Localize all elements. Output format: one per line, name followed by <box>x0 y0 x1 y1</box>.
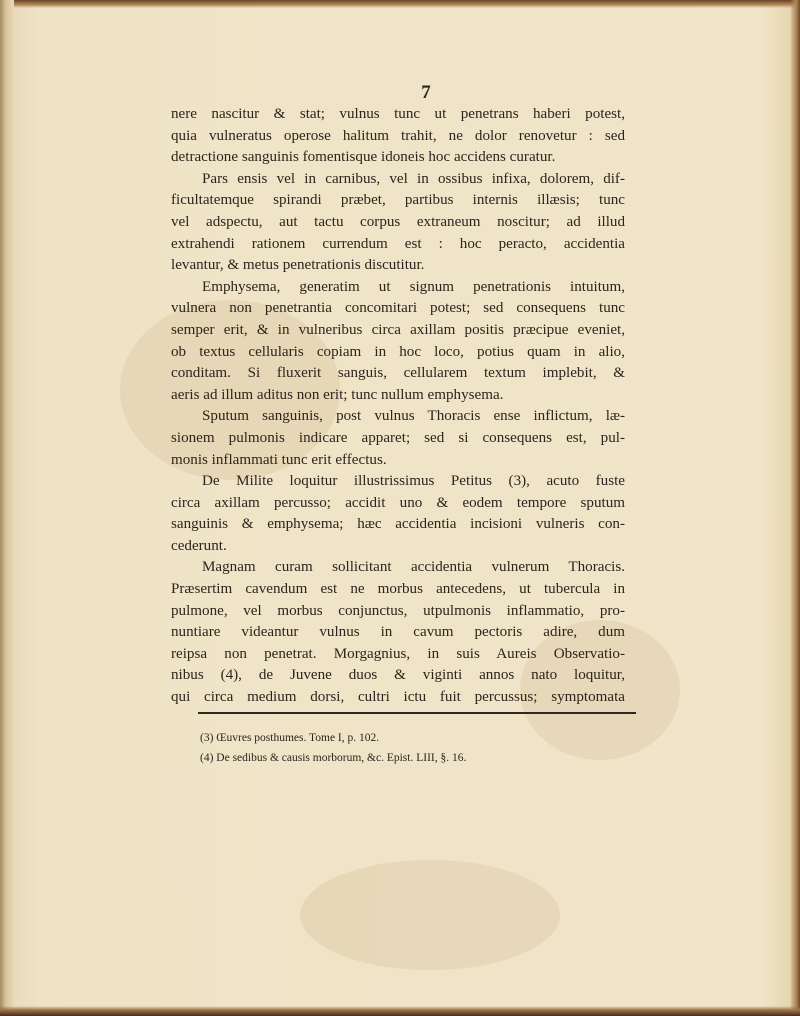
text-line: sanguinis & emphysema; hæc accidentia incisioni vulneris con- <box>171 516 625 533</box>
text-line: detractione sanguinis fomentisque idoneis hoc accidens curatur. <box>171 149 556 166</box>
text-line: De Milite loquitur illustrissimus Petitus (3), acuto fuste <box>202 473 625 490</box>
text-line: vel adspectu, aut tactu corpus extraneum noscitur; ad illud <box>171 213 625 230</box>
text-line: nibus (4), de Juvene duos & viginti annos nato loquitur, <box>171 667 625 684</box>
text-line: sionem pulmonis indicare apparet; sed si consequens est, pul- <box>171 429 625 446</box>
text-line: reipsa non penetrat. Morgagnius, in suis Aureis Observatio- <box>171 645 625 662</box>
page-gutter <box>0 0 14 1016</box>
text-line: levantur, & metus penetrationis discutitur. <box>171 257 425 274</box>
paper-stain <box>300 860 560 970</box>
text-line: Sputum sanguinis, post vulnus Thoracis ense inflictum, læ- <box>202 408 625 425</box>
footnote: (4) De sedibus & causis morborum, &c. Epist. LIII, §. 16. <box>200 752 467 764</box>
body-text <box>171 104 625 709</box>
text-line: semper erit, & in vulneribus circa axillam positis præcipue eveniet, <box>171 321 625 338</box>
text-line: nuntiare videantur vulnus in cavum pectoris adire, dum <box>171 624 625 641</box>
text-line: conditam. Si fluxerit sanguis, cellularem textum implebit, & <box>171 365 625 382</box>
footnote-rule <box>198 712 636 714</box>
footnote: (3) Œuvres posthumes. Tome I, p. 102. <box>200 732 380 744</box>
page-number: 7 <box>421 82 431 103</box>
text-line: Præsertim cavendum est ne morbus antecedens, ut tubercula in <box>171 581 625 598</box>
text-line: circa axillam percusso; accidit uno & eodem tempore sputum <box>171 494 625 511</box>
text-line: qui circa medium dorsi, cultri ictu fuit percussus; symptomata <box>171 689 625 706</box>
text-line: nere nascitur & stat; vulnus tunc ut penetrans haberi potest, <box>171 106 625 122</box>
text-line: Magnam curam sollicitant accidentia vulnerum Thoracis. <box>202 559 625 576</box>
text-line: ficultatemque spirandi præbet, partibus internis illæsis; tunc <box>171 192 625 209</box>
text-line: Emphysema, generatim ut signum penetrationis intuitum, <box>202 278 625 295</box>
text-line: extrahendi rationem currendum est : hoc peracto, accidentia <box>171 235 625 252</box>
text-line: monis inflammati tunc erit effectus. <box>171 451 387 468</box>
text-line: quia vulneratus operose halitum trahit, ne dolor renovetur : sed <box>171 127 625 144</box>
text-line: aeris ad illum aditus non erit; tunc nullum emphysema. <box>171 386 504 403</box>
text-line: ob textus cellularis copiam in hoc loco, potius quam in alio, <box>171 343 625 360</box>
text-line: Pars ensis vel in carnibus, vel in ossibus infixa, dolorem, dif- <box>202 170 625 187</box>
text-line: vulnera non penetrantia concomitari potest; sed consequens tunc <box>171 300 625 317</box>
text-line: pulmone, vel morbus conjunctus, utpulmonis inflammatio, pro- <box>171 602 625 619</box>
text-line: cederunt. <box>171 537 227 554</box>
page-edge <box>790 0 800 1016</box>
footnotes <box>200 728 640 768</box>
